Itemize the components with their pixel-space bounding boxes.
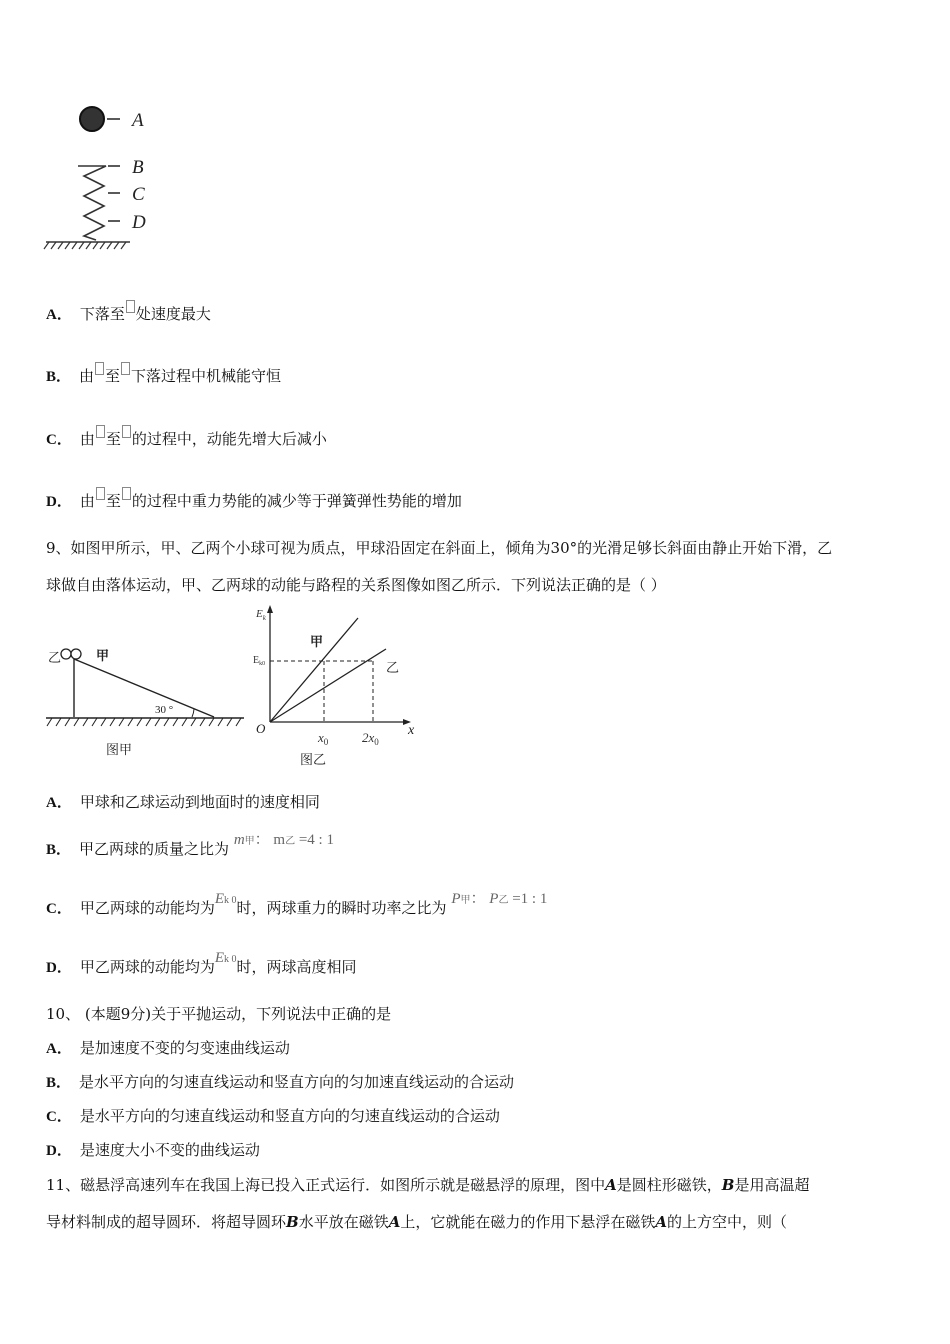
q8-option-d	[46, 487, 462, 511]
ek0-symbol: Ek 0	[214, 891, 237, 907]
q9-option-a	[46, 791, 320, 812]
line-yi-label: 乙	[386, 660, 400, 675]
mass-ratio-formula: m甲： m乙 =4 : 1	[233, 832, 334, 848]
placeholder-box	[96, 425, 105, 438]
placeholder-box	[95, 362, 104, 375]
option-key: C．	[46, 432, 72, 448]
label-d: D	[132, 212, 146, 233]
line-yi	[270, 649, 386, 722]
option-text: 是水平方向的匀速直线运动和竖直方向的匀加速直线运动的合运动	[79, 1073, 515, 1091]
option-key: B．	[46, 369, 72, 385]
q8-option-b	[46, 362, 281, 386]
label-b: B	[132, 157, 144, 178]
option-key: D．	[46, 960, 72, 976]
option-text: 甲球和乙球运动到地面时的速度相同	[79, 793, 320, 811]
option-text: 的过程中重力势能的减少等于弹簧弹性势能的增加	[131, 492, 462, 510]
option-text: 至	[105, 367, 121, 385]
option-text: 时，两球高度相同	[236, 958, 357, 976]
caption-yi: 图乙	[300, 752, 327, 767]
option-text: 甲乙两球的质量之比为	[79, 840, 230, 858]
placeholder-box	[121, 362, 130, 375]
figure-yi	[248, 602, 423, 767]
q9-stem-line1: 9、如图甲所示，甲、乙两个小球可视为质点，甲球沿固定在斜面上，倾角为30°的光滑足够长斜面由静止开始下滑，乙	[46, 539, 833, 557]
option-text: 是水平方向的匀速直线运动和竖直方向的匀速直线运动的合运动	[79, 1107, 500, 1125]
x-axis-label: x	[408, 723, 415, 738]
x0-label: $x_0$	[318, 730, 329, 747]
option-key: A．	[46, 307, 72, 323]
placeholder-box	[122, 487, 131, 500]
option-text: 是加速度不变的匀变速曲线运动	[79, 1039, 290, 1057]
option-text: 由	[79, 492, 95, 510]
power-ratio-formula: P甲： P乙 =1 : 1	[451, 891, 548, 907]
ball-a	[80, 107, 104, 131]
placeholder-box	[126, 300, 135, 313]
label-a: A	[132, 110, 144, 131]
line-jia-label: 甲	[310, 634, 324, 649]
q10-option-b	[46, 1071, 514, 1092]
2x0-label: $2x_0$	[362, 730, 379, 747]
option-text: 时，两球重力的瞬时功率之比为	[236, 899, 447, 917]
option-text: 至	[105, 492, 121, 510]
caption-jia: 图甲	[106, 742, 133, 757]
q10-stem: 10、 (本题9分)关于平抛运动，下列说法中正确的是	[46, 1005, 392, 1023]
q11-stem-line1: 11、磁悬浮高速列车在我国上海已投入正式运行．如图所示就是磁悬浮的原理，图中A是圆柱形磁铁，B是用高温超	[46, 1176, 810, 1194]
angle-label: 30 °	[155, 704, 174, 716]
figure-jia	[44, 640, 249, 760]
option-key: C．	[46, 1109, 72, 1125]
option-text: 的过程中，动能先增大后减小	[131, 430, 327, 448]
q8-option-c	[46, 425, 327, 449]
option-text: 处速度最大	[135, 305, 211, 323]
option-key: D．	[46, 1143, 72, 1159]
q11-stem-line2: 导材料制成的超导圆环．将超导圆环B水平放在磁铁A上，它就能在磁力的作用下悬浮在磁铁A的上方空中，则（	[46, 1213, 788, 1231]
q10-option-a	[46, 1037, 290, 1058]
q9-option-b	[46, 832, 334, 859]
q9-option-c	[46, 891, 548, 918]
q8-option-a	[46, 300, 211, 324]
option-text: 甲乙两球的动能均为	[79, 958, 215, 976]
ball-yi	[61, 649, 71, 659]
option-key: D．	[46, 494, 72, 510]
placeholder-box	[122, 425, 131, 438]
option-key: A．	[46, 1041, 72, 1057]
spring-figure	[40, 100, 160, 255]
y-axis-label: $E_k$	[256, 608, 266, 622]
option-key: B．	[46, 1075, 72, 1091]
ball-jia	[71, 649, 81, 659]
ek0-label: $E_{k0}$	[253, 655, 266, 667]
spring	[78, 166, 106, 240]
q10-option-c	[46, 1105, 500, 1126]
q9-stem-line2: 球做自由落体运动，甲、乙两球的动能与路程的关系图像如图乙所示．下列说法正确的是（ ）	[46, 576, 666, 594]
placeholder-box	[96, 487, 105, 500]
ball-label-yi: 乙	[48, 650, 62, 665]
option-text: 下落过程中机械能守恒	[131, 367, 282, 385]
option-key: C．	[46, 901, 72, 917]
option-key: A．	[46, 795, 72, 811]
ek0-symbol: Ek 0	[214, 950, 237, 966]
option-text: 至	[105, 430, 121, 448]
q9-option-d	[46, 950, 357, 977]
ball-label-jia: 甲	[96, 648, 110, 663]
option-key: B．	[46, 842, 72, 858]
option-text: 是速度大小不变的曲线运动	[79, 1141, 260, 1159]
option-text: 由	[79, 430, 95, 448]
option-text: 甲乙两球的动能均为	[79, 899, 215, 917]
option-text: 由	[79, 367, 95, 385]
label-c: C	[132, 184, 145, 205]
origin-label: O	[256, 721, 266, 736]
q10-option-d	[46, 1139, 260, 1160]
option-text: 下落至	[79, 305, 125, 323]
